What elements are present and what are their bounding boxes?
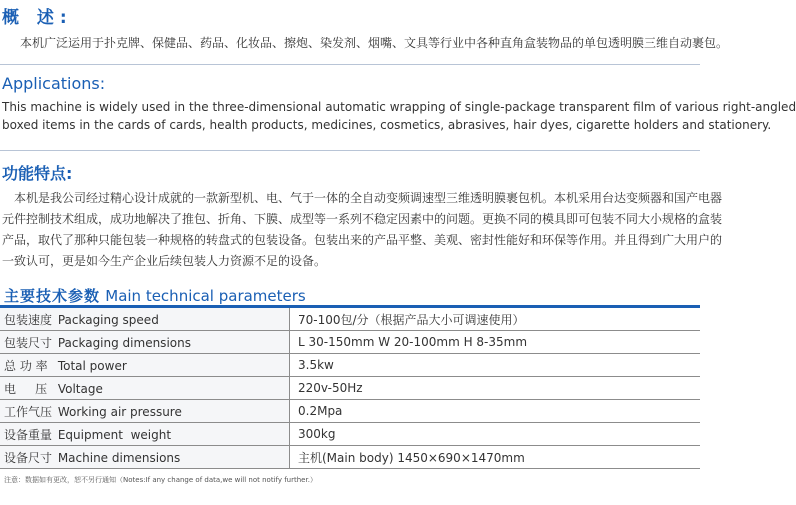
table-row bbox=[0, 377, 700, 400]
param-key-cn: 设备尺寸 bbox=[4, 450, 53, 465]
param-key-cn: 总 功 率 bbox=[4, 358, 48, 373]
param-key-en: Packaging speed bbox=[57, 312, 159, 327]
applications-line-1: This machine is widely used in the three-dimensional automatic wrapping of single-package transparent film of various right-angled bbox=[2, 100, 796, 114]
table-row bbox=[0, 446, 700, 469]
param-key bbox=[0, 331, 290, 354]
param-key bbox=[0, 308, 290, 331]
table-row bbox=[0, 400, 700, 423]
divider bbox=[0, 150, 700, 151]
param-key-cn: 包装尺寸 bbox=[4, 335, 53, 350]
features-line-4: 一致认可，更是如今生产企业后续包装人力资源不足的设备。 bbox=[2, 254, 327, 268]
param-key bbox=[0, 400, 290, 423]
param-key-cn: 工作气压 bbox=[4, 404, 53, 419]
param-value: 70-100包/分（根据产品大小可调速使用） bbox=[290, 308, 701, 331]
overview-title: 概 述: bbox=[2, 8, 73, 28]
param-value: 3.5kw bbox=[290, 354, 701, 377]
param-value: 220v-50Hz bbox=[290, 377, 701, 400]
overview-text: 本机广泛运用于扑克牌、保健品、药品、化妆品、擦炮、染发剂、烟嘴、文具等行业中各种直角盒装物品的单包透明膜三维自动裹包。 bbox=[20, 36, 729, 50]
params-title-en: Main technical parameters bbox=[105, 287, 306, 305]
param-key-en: Equipment weight bbox=[57, 427, 172, 442]
features-title: 功能特点: bbox=[2, 164, 73, 183]
param-value: 300kg bbox=[290, 423, 701, 446]
params-title-cn: 主要技术参数 bbox=[4, 287, 101, 305]
param-key-en: Total power bbox=[57, 358, 127, 373]
param-key-en: Machine dimensions bbox=[57, 450, 181, 465]
table-row bbox=[0, 354, 700, 377]
features-line-1: 本机是我公司经过精心设计成就的一款新型机、电、气于一体的全自动变频调速型三维透明膜裹包机。本机采用台达变频器和国产电器 bbox=[14, 191, 723, 205]
params-title bbox=[4, 285, 306, 306]
table-row bbox=[0, 308, 700, 331]
param-key bbox=[0, 446, 290, 469]
param-key-en: Voltage bbox=[57, 381, 103, 396]
applications-line-2: boxed items in the cards of cards, health products, medicines, cosmetics, abrasives, hair dyes, cigarette holders and stationery. bbox=[2, 118, 772, 132]
param-key-cn: 电 压 bbox=[4, 381, 48, 396]
table-row bbox=[0, 331, 700, 354]
param-value: 0.2Mpa bbox=[290, 400, 701, 423]
params-table bbox=[0, 308, 700, 469]
divider bbox=[0, 64, 700, 65]
footnote: 注意：数据如有更改，恕不另行通知（Notes:If any change of data,we will not notify further.） bbox=[4, 476, 317, 484]
param-key-cn: 包装速度 bbox=[4, 312, 53, 327]
param-key-en: Packaging dimensions bbox=[57, 335, 191, 350]
param-value: L 30-150mm W 20-100mm H 8-35mm bbox=[290, 331, 701, 354]
applications-title: Applications: bbox=[2, 74, 106, 93]
param-key bbox=[0, 354, 290, 377]
features-line-3: 产品，取代了那种只能包装一种规格的转盘式的包装设备。包装出来的产品平整、美观、密封性能好和环保等作用。并且得到广大用户的 bbox=[2, 233, 723, 247]
features-line-2: 元件控制技术组成，成功地解决了推包、折角、下膜、成型等一系列不稳定因素中的问题。更换不同的模具即可包装不同大小规格的盒装 bbox=[2, 212, 723, 226]
table-row bbox=[0, 423, 700, 446]
param-key bbox=[0, 423, 290, 446]
param-key-cn: 设备重量 bbox=[4, 427, 53, 442]
param-key bbox=[0, 377, 290, 400]
param-value: 主机(Main body) 1450×690×1470mm bbox=[290, 446, 701, 469]
param-key-en: Working air pressure bbox=[57, 404, 182, 419]
